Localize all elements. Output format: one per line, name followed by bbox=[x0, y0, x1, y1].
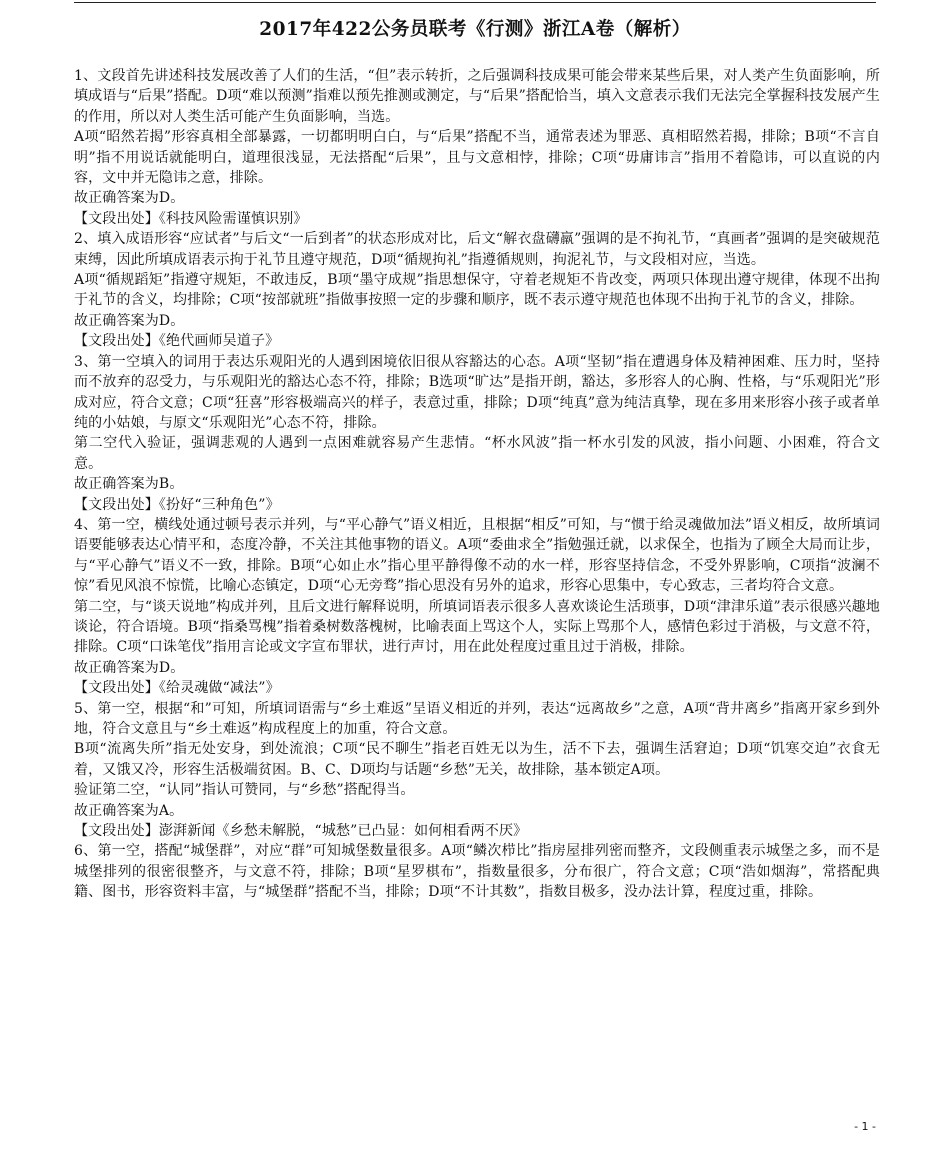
document-body bbox=[74, 66, 880, 903]
page-number: - 1 - bbox=[854, 1120, 876, 1133]
paragraph: 4、第一空，横线处通过顿号表示并列，与“平心静气”语义相近，且根据“相反”可知，与“惯于给灵魂做加法”语义相反，故所填词语要能够表达心情平和，态度冷静，不关注其他事物的语义。A项“委曲求全”指勉强迁就，以求保全，也指为了顾全大局而让步，与“平心静气”语义不一致，排除。B项“心如止水”指心里平静得像不动的水一样，形容坚持信念，不受外界影响，C项指“波澜不惊”看见风浪不惊慌，比喻心态镇定，D项“心无旁骛”指心思没有另外的追求，形容心思集中，专心致志，三者均符合文意。 bbox=[74, 516, 880, 595]
paragraph: A项“循规蹈矩”指遵守规矩，不敢违反，B项“墨守成规”指思想保守，守着老规矩不肯改变，两项只体现出遵守规律，体现不出拘于礼节的含义，均排除；C项“按部就班”指做事按照一定的步骤和顺序，既不表示遵守规范也体现不出拘于礼节的含义，排除。 bbox=[74, 272, 880, 309]
paragraph: 3、第一空填入的词用于表达乐观阳光的人遇到困境依旧很从容豁达的心态。A项“坚韧”指在遭遇身体及精神困难、压力时，坚持而不放弃的忍受力，与乐观阳光的豁达心态不符，排除；B选项“旷达”是指开朗，豁达，多形容人的心胸、性格，与“乐观阳光”形成对应，符合文意；C项“狂喜”形容极端高兴的样子，表意过重，排除；D项“纯真”意为纯洁真挚，现在多用来形容小孩子或者单纯的小姑娘，与原文“乐观阳光”心态不符，排除。 bbox=[74, 353, 880, 431]
paragraph: 2、填入成语形容“应试者”与后文“一后到者”的状态形成对比，后文“解衣盘礴羸”强调的是不拘礼节，“真画者”强调的是突破规范束缚，因此所填成语表示拘于礼节且遵守规范，D项“循规拘礼”指遵循规则，拘泥礼节，与文段相对应，当选。 bbox=[74, 231, 880, 268]
paragraph: B项“流离失所”指无处安身，到处流浪；C项“民不聊生”指老百姓无以为生，活不下去，强调生活窘迫；D项“饥寒交迫”衣食无着，又饿又冷，形容生活极端贫困。B、C、D项均与话题“乡愁”无关，故排除，基本锁定A项。 bbox=[74, 741, 880, 778]
paragraph: 故正确答案为D。 bbox=[74, 312, 185, 329]
top-rule bbox=[74, 2, 876, 3]
paragraph: 故正确答案为A。 bbox=[74, 802, 184, 819]
paragraph: 5、第一空，根据“和”可知，所填词语需与“乡土难返”呈语义相近的并列，表达“远离故乡”之意，A项“背井离乡”指离开家乡到外地，符合文意且与“乡土难返”构成程度上的加重，符合文意。 bbox=[74, 700, 880, 737]
source-line: 【文段出处】《给灵魂做“减法”》 bbox=[74, 680, 280, 697]
paragraph: 第二空代入验证，强调悲观的人遇到一点困难就容易产生悲情。“杯水风波”指一杯水引发的风波，指小问题、小困难，符合文意。 bbox=[74, 435, 880, 472]
paragraph: 故正确答案为D。 bbox=[74, 659, 185, 676]
paragraph: A项“昭然若揭”形容真相全部暴露，一切都明明白白，与“后果”搭配不当，通常表述为罪恶、真相昭然若揭，排除；B项“不言自明”指不用说话就能明白，道理很浅显，无法搭配“后果”，且与文意相悖，排除；C项“毋庸讳言”指用不着隐讳，可以直说的内容，文中并无隐讳之意，排除。 bbox=[74, 129, 880, 187]
paragraph: 6、第一空，搭配“城堡群”，对应“群”可知城堡数量很多。A项“鳞次栉比”指房屋排列密而整齐，文段侧重表示城堡之多，而不是城堡排列的很密很整齐，与文意不符，排除；B项“星罗棋布”，指数量很多，分布很广，符合文意；C项“浩如烟海”，常搭配典籍、图书，形容资料丰富，与“城堡群”搭配不当，排除；D项“不计其数”，指数目极多，没办法计算，程度过重，排除。 bbox=[74, 843, 880, 901]
source-line: 【文段出处】澎湃新闻《乡愁未解脱，“城愁”已凸显：如何相看两不厌》 bbox=[74, 823, 528, 840]
paragraph: 第二空，与“谈天说地”构成并列，且后文进行解释说明，所填词语表示很多人喜欢谈论生活琐事，D项“津津乐道”表示很感兴趣地谈论，符合语境。B项“指桑骂槐”指着桑树数落槐树，比喻表面上骂这个人，实际上骂那个人，感情色彩过于消极，与文意不符，排除。C项“口诛笔伐”指用言论或文字宣布罪状，进行声讨，用在此处程度过重且过于消极，排除。 bbox=[74, 598, 880, 656]
source-line: 【文段出处】《科技风险需谨慎识别》 bbox=[74, 210, 308, 227]
source-line: 【文段出处】《扮好“三种角色”》 bbox=[74, 496, 280, 513]
paragraph: 故正确答案为D。 bbox=[74, 190, 185, 207]
source-line: 【文段出处】《绝代画师吴道子》 bbox=[74, 333, 280, 350]
paragraph: 1、文段首先讲述科技发展改善了人们的生活，“但”表示转折，之后强调科技成果可能会带来某些后果，对人类产生负面影响，所填成语与“后果”搭配。D项“难以预测”指难以预先推测或测定，与“后果”搭配恰当，填入文意表示我们无法完全掌握科技发展产生的作用，所以对人类生活可能产生负面影响，当选。 bbox=[74, 68, 880, 125]
paragraph: 故正确答案为B。 bbox=[74, 476, 184, 493]
page-title: 2017年422公务员联考《行测》浙江A卷（解析） bbox=[259, 19, 691, 40]
paragraph: 验证第二空，“认同”指认可赞同，与“乡愁”搭配得当。 bbox=[74, 782, 415, 799]
